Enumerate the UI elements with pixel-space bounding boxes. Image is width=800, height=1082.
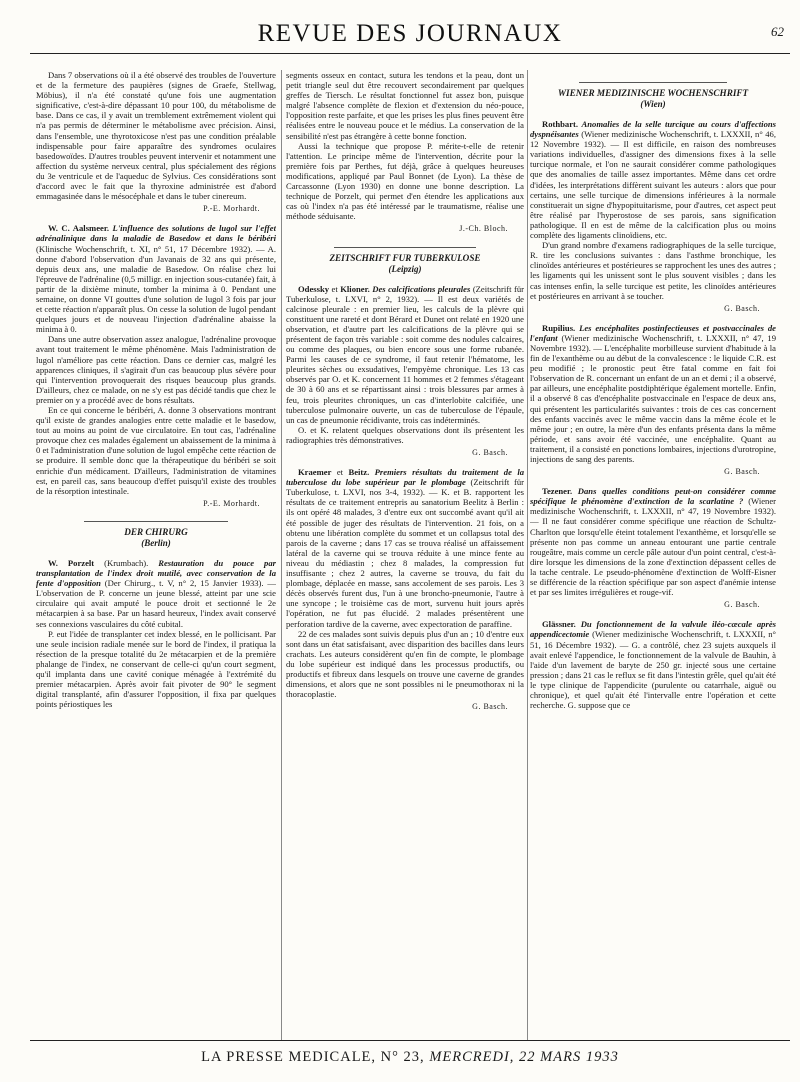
article-porzelt	[36, 558, 276, 629]
author-signature: J.-Ch. Bloch.	[459, 224, 508, 234]
article-author: Kraemer	[298, 467, 332, 478]
journal-title: REVUE DES JOURNAUX	[257, 20, 563, 47]
footer-journal: LA PRESSE MEDICALE, N° 23,	[201, 1049, 430, 1065]
column-divider	[281, 70, 282, 1040]
author-signature: G. Basch.	[724, 303, 760, 313]
article-rupilius	[530, 323, 776, 464]
paragraph: Aussi la technique que propose P. mérite-t-elle de retenir l'attention. Le principe même de l'intervention, décrite pour la première fois par Perthes, fut déjà, grâce à quelques heureuses modifications, appliqué par Paul Bonnet (de Lyon). La thèse de Carcassonne (Lyon 1930) en donne une bonne description. La technique de Porzelt, qui permet d'en étendre les applications aux cas où l'index n'a pas été intéressé par le traumatisme, réalise une méthode séduisante.	[286, 140, 524, 222]
paragraph: En ce qui concerne le béribéri, A. donne 3 observations montrant qu'il existe de grandes analogies entre cette maladie et le basedow, tout au moins au point de vue circulatoire. En tout cas, l'adrénaline provoque chez ces malades également un abaissement de la minima à 0 et l'administration d'une solution de lugol empêche cette réaction de se produire. Il semble donc que la thérapeutique du béribéri se soit enrichie d'un médicament. D'ailleurs, l'administration de vitamines est, en pareil cas, sans beaucoup d'effet puisqu'il existe des troubles de la résorption intestinale.	[36, 405, 276, 496]
author-signature: G. Basch.	[724, 600, 760, 610]
author-signature: G. Basch.	[724, 467, 760, 477]
paragraph: O. et K. relatent quelques observations dont ils présentent les radiographies très démonstratives.	[286, 424, 524, 445]
article-title: Restauration du pouce par transplantation de l'index droit mutilé, avec conservation de la fente d'opposition	[36, 557, 276, 589]
section-city: (Wien)	[640, 99, 666, 109]
article-author: W. C. Aalsmeer.	[48, 223, 109, 234]
article-body: (Zeitschrift für Tuberkulose, t. LXVI, nos 3-4, 1932). — K. et B. rapportent les résultats de ce traitement entrepris au sanatorium Beelitz à Berlin : ils ont opéré 48 malades, 3 d'entre eux ont succombé avant qu'il ait été possible de juger des résultats de l'intervention. 21 fois, on a obtenu une libération complète du sommet et un collapsus total des parois de la caverne ; dans 17 cas se trouva réalisé un affaissement latéral de la caverne qui se trouva réduite à une mince fente au niveau du médiastin ; chez 8 malades, la compression fut insuffisante ; chez 2 autres, la caverne se trouva, du fait du plombage, déplacée en masse, sans accolement de ses parois. Les 3 décès observés furent dus, l'un à une broncho-pneumonie, l'autre à une syncope ; le troisième cas de mort, survenu huit jours après l'opération, ne fut pas élucidé. 2 malades présentèrent une perforation tardive de la caverne, avec expectoration de paraffine.	[286, 477, 524, 629]
paragraph: D'un grand nombre d'examens radiographiques de la selle turcique, R. tire les conclusions suivantes : dans l'asthme bronchique, les clinoïdes antérieures et postérieures se rapprochent les unes des autres ; les ligaments qui les unissent sont le plus souvent visibles ; dans les cas intenses enfin, la selle turcique est petite, les clinoïdes antérieures et postérieures en arrivant à se toucher.	[530, 240, 776, 301]
article-title: L'influence des solutions de lugol sur l'effet adrénalinique dans la maladie de Basedow et dans le béribéri	[36, 223, 276, 244]
section-heading-zeitschrift-tuberkulose	[286, 247, 524, 275]
article-body: (Wiener medizinische Wochenschrift, t. LXXXII, n° 46, 12 Novembre 1932). — Il est difficile, en raison des nombreuses variations individuelles, d'assigner des dimensions fixes à la selle turcique normale, et l'on ne saurait considérer comme pathologiques que des anomalies de taille assez importantes. Même dans cet ordre d'idées, les interprétations diffèrent suivant les auteurs : alors que pour certains, une selle turcique de dimensions inférieures à la normale constituerait un signe d'hypopituitarisme, pour d'autres, cet aspect peut être réalisé par l'hyperostose de ses parois, sans signification pathologique. Il en est de même de la calcification plus ou moins complète des ligaments clinoïdiens, etc.	[530, 129, 776, 241]
footer-date: MERCREDI, 22 MARS 1933	[429, 1049, 619, 1065]
article-body: (Der Chirurg., t. V, n° 2, 15 Janvier 1933). — L'observation de P. concerne un jeune blessé, atteint par une scie circulaire qui avait amputé le pouce droit et sectionné le 2e métacarpien à sa base. Par un hasard heureux, l'index avait conservé ses connexions vasculaires du côté cubital.	[36, 578, 276, 629]
section-name: ZEITSCHRIFT FUR TUBERKULOSE	[329, 252, 481, 263]
paragraph: segments osseux en contact, sutura les tendons et la peau, dont un petit triangle seul dut être recouvert secondairement par quelques greffes de Tiersch. Le résultat fonctionnel fut assez bon, puisque malgré l'absence complète de flexion et d'extension du néo-pouce, l'opposition reste parfaite, et que les prises les plus fines peuvent être réalisées entre le nouveau pouce et le médius. La conservation de la sensibilité n'est pas étrangère à cette bonne fonction.	[286, 70, 524, 141]
section-city: (Leipzig)	[388, 263, 422, 274]
article-title: Premiers résultats du traitement de la tuberculose du lobe supérieur par le plombage	[286, 467, 524, 488]
section-heading-wiener	[530, 82, 776, 110]
column-right	[530, 70, 776, 1050]
page-number: 62	[771, 24, 784, 39]
article-body: (Wiener medizinische Wochenschrift, t. LXXXII, n° 47, 19 Novembre 1932). — Il ne faut considérer comme spécifique une réaction de Schultz-Charlton que lorsqu'elle éteint totalement l'exanthème, et lorsqu'elle se présente non pas comme un anneau entourant une partie centrale rougeâtre, mais comme un cercle pâle autour d'un point central, c'est-à-dire lorsque les dimensions de la zone d'extinction dépassent celles de la tache centrale. Le pseudo-phénomène d'extinction de Wolff-Eisner se différencie de la réaction spécifique par son aspect d'anémie intense et par ses limites irrégulières et rouge-vif.	[530, 496, 776, 598]
article-affiliation: (Krumbach).	[94, 557, 159, 568]
column-divider	[527, 70, 528, 1040]
article-body: (Klinische Wochenschrift, t. XI, n° 51, 17 Décembre 1932). — A. donne d'abord l'observation d'un Javanais de 32 ans qui présente, depuis deux ans, une maladie de Basedow. On réalise chez lui l'épreuve de l'adrénaline (0,5 milligr. en injection sous-cutanée) fait, à partir de la dixième minute, tomber la minima à 0. Pendant une semaine, on donne VI gouttes d'une solution de lugol 3 fois par jour et cette réaction n'apparaît plus. On cesse la solution de lugol pendant quelques jours et de nouveau l'injection d'adrénaline abaisse la minima à 0.	[36, 243, 276, 335]
article-kraemer-beitz: Kraemer et Beitz. Premiers résultats du traitement de la tuberculose du lobe supérieur par le plombage (Zeitschrift für Tuberkulose, t. LXVI, nos 3-4, 1932). — K. et B. rapportent les résultats de ce traitement entrepris au sanatorium Beelitz à Berlin : ils ont opéré 48 malades, 3 d'entre eux ont succombé avant qu'il ait été possible de juger des résultats de l'intervention. 21 fois, on a obtenu une libération complète du sommet et un collapsus total des parois de la caverne ; dans 17 cas se trouva réalisé un affaissement latéral de la caverne qui se trouva réduite à une mince fente au niveau du médiastin ; chez 8 malades, la compression fut insuffisante ; chez 2 autres, la caverne se trouva, du fait du plombage, déplacée en masse, sans accolement de ses parois. Les 3 décès observés furent dus, l'un à une broncho-pneumonie, l'autre à une syncope ; le troisième cas de mort, survenu huit jours après l'opération, ne fut pas élucidé. 2 malades présentèrent une perforation tardive de la caverne, avec expectoration de paraffine.	[286, 467, 524, 629]
article-author: Glässner.	[542, 619, 576, 630]
article-author: Tezener.	[542, 486, 573, 497]
article-body: (Zeitschrift für Tuberkulose, t. LXVI, n° 2, 1932). — Il est deux variétés de calcinose pleurale : en premier lieu, les calculs de la plèvre qui constituent une rareté et dont Bérard et Dunet ont relaté en 1920 une observation, et d'autre part les calcifications de la plèvre qui se présentent de façon très variable : soit comme des nodules calcaires, ou comme des plaques, ou bien encore sous une forme rubanée. Parmi les causes de ce syndrome, il faut retenir l'hématome, les pleurites sèches ou exsudatives, l'empyème chronique. Les 13 cas observés par O. et K. concernent 11 hommes et 2 femmes s'étageant de 30 à 60 ans et se répartissant ainsi : trois blessures par armes à feu, trois pleurites chroniques, un cas d'interlobite calcifiée, une tuberculose pulmonaire ouverte, un cas de tuberculose de l'épaule, un cas de pneumonie récidivante, trois cas indéterminés.	[286, 283, 524, 425]
article-title: Dans quelles conditions peut-on considérer comme spécifique le phénomène d'extinction de la scarlatine ?	[530, 486, 776, 507]
article-author: Rothbart.	[542, 119, 579, 129]
page-header	[30, 14, 790, 54]
section-heading-der-chirurg	[36, 521, 276, 549]
author-signature: P.-E. Morhardt.	[203, 204, 260, 214]
article-title: Du fonctionnement de la valvule iléo-cæcale après appendicectomie	[530, 619, 776, 640]
article-body: (Wiener medizinische Wochenschrift, t. LXXXII, n° 51, 16 Décembre 1932). — G. a contrôlé, chez 23 sujets auxquels il avait enlevé l'appendice, le fonctionnement de la valvule de Bauhin, à l'aide d'un lavement de baryte de 250 gr. injecté sous une certaine pression ; dans 21 cas le reflux se fit dans l'intestin grêle, quel qu'ait été le type clinique de l'appendicite (purulente ou catarrhale, aiguë ou chronique), et quel qu'ait été l'intervalle entre l'opération et cette recherche. G. suppose que ce	[530, 629, 776, 711]
article-body: (Wiener medizinische Wochenschrift, t. LXXXII, n° 47, 19 Novembre 1932). — L'encéphalite morbilleuse survient d'habitude à la fin de l'exanthème ou au début de la convalescence : le liquide C.R. est peu modifié ; le pronostic peut être fatal comme en fait foi l'observation de R. concernant un enfant de un an et demi ; il a observé, par ailleurs, une encéphalite postdiphtérique également mortelle. Enfin, il a observé 8 cas d'encéphalite postvaccinale en l'espace de deux ans, qui présentent les particularités suivantes : trois de ces cas concernent des enfants vaccinés avec le même vaccin dans la même école et le même jour ; en outre, la mère d'un des enfants présenta dans la même période, et sans avoir été vaccinée, une encéphalite. Quant au traitement, il a consisté en ponctions lombaires, injections d'urotropine, injections de sang des parents.	[530, 332, 776, 464]
author-signature: G. Basch.	[472, 702, 508, 712]
section-city: (Berlin)	[141, 537, 171, 548]
article-author: Klioner.	[340, 283, 370, 294]
section-name: DER CHIRURG	[124, 526, 188, 537]
article-odessky-klioner: Odessky et Klioner. Des calcifications pleurales (Zeitschrift für Tuberkulose, t. LXVI, n° 2, 1932). — Il est deux variétés de calcinose pleurale : en premier lieu, les calculs de la plèvre qui constituent une rareté et dont Bérard et Dunet ont relaté en 1920 une observation, et d'autre part les calcifications de la plèvre qui se présentent de façon très variable : soit comme des nodules calcaires, ou comme des plaques, ou bien encore sous une forme rubanée. Parmi les causes de ce syndrome, il faut retenir l'hématome, les pleurites sèches ou exsudatives, l'empyème chronique. Les 13 cas observés par O. et K. concernent 11 hommes et 2 femmes s'étageant de 30 à 60 ans et se répartissant ainsi : trois blessures par armes à feu, trois pleurites chroniques, un cas d'interlobite calcifiée, une tuberculose pulmonaire ouverte, un cas de tuberculose de l'épaule, un cas de pneumonie récidivante, trois cas indéterminés.	[286, 283, 524, 425]
article-author: Rupilius.	[542, 322, 576, 333]
paragraph: P. eut l'idée de transplanter cet index blessé, en le pollicisant. Par une seule incision radiale menée sur le bord de l'index, il pratiqua la résection de la presque totalité du 2e métacarpien et de la première phalange de l'index, ne conservant de celle-ci qu'un court segment, qu'il implanta dans une cavité conique ménagée à l'extrémité du premier métacarpien. Après avoir fait pivoter de 90° le segment digital transplanté, afin d'assurer l'opposition, il fixa par quelques points périostiques les	[36, 628, 276, 710]
article-aalsmeer	[36, 223, 276, 334]
author-signature: P.-E. Morhardt.	[203, 498, 260, 508]
paragraph: 22 de ces malades sont suivis depuis plus d'un an ; 10 d'entre eux sont dans un état satisfaisant, avec disparition des bacilles dans leurs crachats. Les auteurs considèrent qu'en fin de compte, le plombage du lobe supérieur est indiqué dans les processus productifs, ou productifs et fibreux dans lesquels on trouve une caverne de grandes dimensions, et alors que ne sont possibles ni le pneumothorax ni la thoracoplastie.	[286, 628, 524, 700]
article-author: Beitz.	[348, 467, 370, 478]
column-left	[36, 70, 276, 1050]
article-rothbart	[530, 119, 776, 240]
author-signature: G. Basch.	[472, 448, 508, 457]
article-title: Les encéphalites postinfectieuses et postvaccinales de l'enfant	[530, 322, 776, 343]
article-tezener	[530, 486, 776, 597]
article-title: Des calcifications pleurales	[369, 283, 471, 294]
article-author: Odessky	[298, 283, 330, 294]
paragraph: Dans une autre observation assez analogue, l'adrénaline provoque avant tout traitement le même phénomène. Mais l'administration de lugol n'améliore pas cette réaction. Dans ce dernier cas, malgré les apparences cliniques, il s'agirait d'un cas beaucoup plus sévère pour qui l'intervention provoquerait des risques beaucoup plus grands. D'ailleurs, chez ce malade, on ne s'y est pas décidé tandis que chez le premier on y a procédé avec de bons résultats.	[36, 334, 276, 405]
page-footer	[30, 1040, 790, 1066]
column-middle	[286, 70, 524, 1050]
article-glassner	[530, 619, 776, 710]
article-author: W. Porzelt	[48, 557, 95, 568]
paragraph: Dans 7 observations où il a été observé des troubles de l'ouverture et de la fermeture des paupières (signes de Graefe, Stellwag, Möbius), il n'a été constaté qu'une fois une augmentation significative, c'est-à-dire dépassant 10 pour 100, du métabolisme de base. Dans ce cas, il y avait un tremblement extrêmement violent qui n'a pas permis de déterminer le métabolisme avec précision. Ainsi, dans l'ensemble, une thyrotoxicose n'est pas une condition préalable indispensable pour faire apparaître des syndromes oculaires basedowoïdes. D'autres troubles peuvent intervenir et notamment une affection du système nerveux central, plus spécialement des régions du 3e ventricule et de l'aqueduc de Sylvius. Ces considérations sont d'accord avec le fait que la thyroxine administrée est d'abord emmagasinée dans le mésocéphale et dans le tuber cinereum.	[36, 70, 276, 202]
article-title: Anomalies de la selle turcique au cours d'affections dyspnéisantes	[530, 119, 776, 140]
section-name: WIENER MEDIZINISCHE WOCHENSCHRIFT	[557, 88, 749, 98]
